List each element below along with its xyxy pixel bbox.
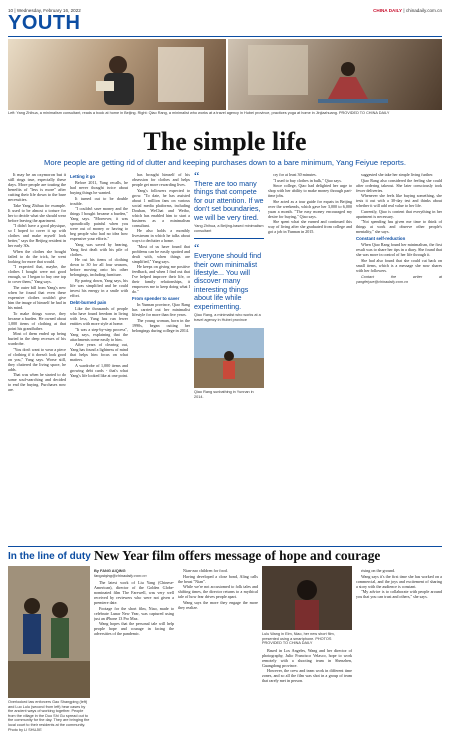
paragraph: Qiao Rang also considered the feeling she could after ordering takeout. She later consciously took fewer deliveries.: [356, 177, 442, 193]
byline-email[interactable]: fangaiqing@chinadaily.com.cn: [94, 573, 147, 578]
paragraph: "You don't want to wear a piece of clothing if it doesn't look good on you," Yang says. Worse still, they cluttered the living space, he adds.: [8, 346, 66, 372]
quote-mark-icon: “: [194, 241, 200, 256]
paragraph: Yang was saved by hearing, Yang first dealt with his pile of clothes.: [70, 241, 128, 257]
article-column-3: [132, 172, 190, 544]
paragraph: The latest work of Liu Yang (Chinese-American), director of the Golden Globe-nominated film The Farewell, was very well received by reviewers who were not given a premiere date.: [94, 580, 174, 605]
paragraph: Whenever she feels like buying something, she tests it out with a 30-day test and thinks about whether it will add real value to her life.: [356, 193, 442, 209]
subhead-constant-self-reduction: Constant self-reduction: [356, 236, 406, 242]
paragraph: "It was a step-by-step process", Yang says, explaining that the attachments come easily to him.: [70, 326, 128, 342]
paragraph: Based in Los Angeles, Wang and her director of photography, Julio Francisco Velasco, hope to work remotely with a shooting team in Shenzhen, Guangdong province.: [262, 647, 352, 668]
article-column-2: [70, 172, 128, 544]
brand-name: CHINA DAILY: [373, 8, 403, 13]
byline: By FANG AIQING: [94, 568, 126, 573]
paragraph: Yang's followers expected to grow. "To date, he has assisted about 1 million fans on various social media platforms, including Douban, WeChat and Weibo, which has enabled him to start a business as a minimalism consultant.: [132, 187, 190, 228]
subhead-debt-pain: Debt-burned pain: [70, 299, 107, 305]
paragraph: Nian-zao children for food.: [183, 568, 228, 573]
paragraph: "Not spending has given me time to think of things at work and observe other people's mentality," she says.: [356, 219, 442, 235]
paragraph: "Most of us have found that problems can be easily spotted and dealt with, when things are simplified," Yang says.: [132, 243, 190, 264]
paragraph: "I used to buy clothes in bulk," Qiao says.: [273, 177, 342, 183]
paragraph: It may be an oxymoron but it still rings true, especially these days. More people are touting the benefits of "less is more" after cutting their life down to the bare necessities.: [8, 172, 66, 202]
pull-quote-qiao: Everyone should find their own minimalist lifestyle... You will discover many interesting things about life while experimenting.: [194, 251, 262, 311]
paragraph: Since college, Qiao had delighted her urge to shop with her ability to make money through part-time jobs.: [268, 183, 352, 199]
paragraph: "I didn't have a good physique, so I hoped to cover it up with clothes and make myself look better," says the Beijing resident in her early 30s.: [8, 223, 66, 249]
page-number: 10: [8, 8, 14, 13]
photo-illustration-right: [228, 39, 442, 110]
paragraph: "My advice is to collaborate with people around you that you can trust and others," she says.: [356, 589, 442, 600]
bottom-section-divider: [8, 546, 442, 547]
paragraph: Wang says the more they engage the more they realize.: [178, 599, 258, 610]
photo-lulu-wang: [262, 566, 352, 630]
paragraph: He cut his items of clothing down to 30 for all four seasons, before moving onto his other belongings, including furniture.: [70, 257, 128, 278]
bottom-column-2: [178, 568, 258, 743]
bottom-section-title: In the line of duty: [8, 551, 91, 562]
paragraph: The young woman, born in the 1990s, began cutting her belongings during college in 2014.: [132, 317, 190, 333]
paragraph: Before 2011, Yang recalls, he had never thought twice about buying things he wanted.: [70, 180, 128, 195]
paragraph: However, the crew and team work in different time zones, and so all the film was shot in a group of team that rarely met in person.: [262, 668, 352, 684]
paragraph: She acted as a tour guide for expats in Beijing over the weekends, which gave her 3,000 to 6,000 yuan a month. "The easy money encouraged my desire for buying," Qiao says.: [268, 198, 352, 219]
bottom-column-1: [94, 568, 174, 743]
article-column-1: [8, 172, 66, 544]
article-column-5: [268, 172, 352, 544]
bottom-column-4: [356, 568, 442, 743]
paragraph: The outer bill from Yang's new when he found that even these expensive clothes couldn't give him the image of himself he had in his mind.: [8, 284, 66, 310]
pull-quote-column: [194, 169, 264, 544]
photo-qiao-sunbathing: [194, 328, 264, 388]
quote-mark-icon: “: [194, 169, 200, 183]
top-photo-caption: Left: Yang Zhihua, a minimalism consultant, reads a book at home in Beijing. Right: Qiao Rang, a minimalist who works at a travel agency in Hubei province, practices yoga at home in Jinjiazhuang. PROVIDED TO CHINA DAILY: [8, 111, 390, 115]
pull-quote-qiao-attribution: Qiao Rang, a minimalist who works at a travel agency in Hubei province: [194, 313, 261, 322]
bottom-column-3: [262, 566, 352, 743]
paragraph: cry for at least 30 minutes.: [273, 172, 317, 177]
photo-qiao-rang-yoga: [228, 39, 442, 110]
photo-yang-zhihua-reading: [8, 39, 226, 110]
photo-illustration-left: [8, 39, 226, 110]
paragraph: He keeps on giving me positive feedback, and when I find out that I've helped improve their life, or their family relationships, it empowers me to keep doing what I do.": [132, 264, 190, 295]
photo-law-enforcers: [8, 566, 90, 698]
paragraph: Like the thousands of people who have found freedom in living with less, Yang has run fewer entities with more style at home.: [70, 305, 128, 326]
lulu-wang-caption: Lulu Wang in Elm, Niao, her new short film, presented using a smartphone. PHOTOS PROVIDED TO CHINA DAILY: [262, 632, 335, 646]
small-photo-caption: Qiao Rang sunbathing in Yunnan in 2014.: [194, 390, 254, 399]
small-photo-illustration: [194, 328, 264, 388]
section-title: YOUTH: [8, 12, 81, 34]
paragraph: Take Yang Zhihua for example. It used to be almost a torture for her to decide what she should wear before leaving the apartment.: [8, 202, 66, 223]
pull-quote-yang-attribution: Yang Zhihua, a Beijing-based minimalism consultant: [194, 224, 264, 233]
paragraph: "I couldn't save money and the things I bought became a burden," Yang says. "Moreover, it was sporadically painful when you were out of money or having to beg people who had no idea how expensive your efforts.": [70, 206, 128, 242]
paragraph: rising on the ground.: [361, 568, 396, 573]
paragraph: It turned out to be double trouble.: [70, 195, 128, 206]
paragraph: That was when he started to do some soul-searching and decided to end the buying. Purchases now are.: [8, 372, 66, 393]
paragraph: Currently, Qiao is content that everything in her apartment is necessary.: [356, 208, 442, 219]
paragraph: When the clothes she bought failed to do the trick, he went looking for more that would.: [8, 248, 66, 264]
paragraph: Wang hopes that the personal tale will help people hope and courage in facing the adversities of the pandemic.: [94, 621, 174, 637]
lulu-wang-photo-illustration: [262, 566, 352, 630]
article-deck: More people are getting rid of clutter and keeping purchases down to a bare minimum, Yang Feiyue reports.: [44, 158, 406, 167]
paragraph: To make things worse, they became a burden. He owned about 1,000 items of clothing at that point his grandfather.: [8, 310, 66, 331]
paragraph: She spent what she earned and continued this way of living after she graduated from college and got a job in Yunnan in 2015.: [268, 219, 352, 235]
site-url[interactable]: chinadaily.com.cn: [405, 8, 442, 13]
quote-divider: [194, 238, 264, 239]
paragraph: When Qiao Rang found her minimalism, the first result was to share her tips in a diary. She found that she was more in control of her life through it.: [356, 242, 442, 258]
header-brand-group: CHINA DAILY | chinadaily.com.cn: [373, 8, 442, 13]
paragraph: suggested she take her simple living further.: [361, 172, 434, 177]
bottom-photo-illustration: [8, 566, 90, 698]
subhead-letting-go: Letting it go: [70, 174, 96, 179]
paragraph: Wang says it's the first time she has worked on a commercial, and the joys and excitement of sharing a story with the audience is constant.: [356, 573, 442, 589]
paragraph: In Yunnan province, Qiao Rang has carried out her minimalist lifestyle for more than five years.: [132, 302, 190, 318]
section-divider: [8, 36, 442, 37]
paragraph: He also holds a monthly livestream in which he talks about ways to declutter a home.: [132, 228, 190, 244]
bottom-headline: New Year film offers message of hope and courage: [94, 548, 381, 563]
paragraph: After years of clearing out, Yang has found a lightness of mind that helps him focus on what matters.: [70, 342, 128, 363]
paragraph: "I expected that, maybe, the clothes I bought were not good enough, so I began to buy one top to cover them," Yang says.: [8, 264, 66, 285]
paragraph: By paring down, Yang says, his life was simplified and he could invest his energy in a smile with effort.: [70, 277, 128, 298]
paragraph: Footage for the short film, Niao, made to celebrate Lunar New Year, was captured using just an iPhone 13 Pro Max.: [94, 605, 174, 621]
paragraph: While we're not accustomed to folk tales and shifting times, the director returns to a mythical tale of how fear drives people apart.: [178, 584, 258, 600]
paragraph: Most of them ended up being buried in the deep recesses of his wardrobe.: [8, 331, 66, 347]
paragraph: She had also found that she could cut back on small items, which is a message she now shares with her followers.: [356, 257, 442, 273]
article-headline: The simple life: [143, 127, 307, 156]
bottom-photo-caption: Overlooked law enforcers Gao Shangping (left) and Luo Lulu (second from left) hear cases by the ancient ways of working together. People from the village in the Duo Shi Gu spread out to the community for the day. They are bringing the local court to their residents at the community. Photo by LI SHUJIE: [8, 700, 90, 732]
paragraph: Having developed a close bond, Aling calls the beast "Nian".: [178, 573, 258, 584]
pull-quote-yang: There are too many things that compete for our attention. If we don't set boundaries, we will be very tired.: [194, 179, 264, 222]
page-number-date: 10 | Wednesday, February 16, 2022: [8, 8, 81, 13]
paragraph: has brought himself of his obsession for clothes and helps people get more rewarding lives.: [132, 172, 190, 187]
subhead-spender-saver: From spender to saver: [132, 296, 180, 302]
paragraph: A wardrobe of 1,000 items and growing debt cards - that's what Yang's life looked like at one point.: [70, 362, 128, 378]
writer-contact: Contact the writer at yangfeiyue@chinadaily.com.cn: [356, 274, 442, 284]
page-date: Wednesday, February 16, 2022: [16, 8, 81, 13]
article-column-6: [356, 172, 442, 544]
